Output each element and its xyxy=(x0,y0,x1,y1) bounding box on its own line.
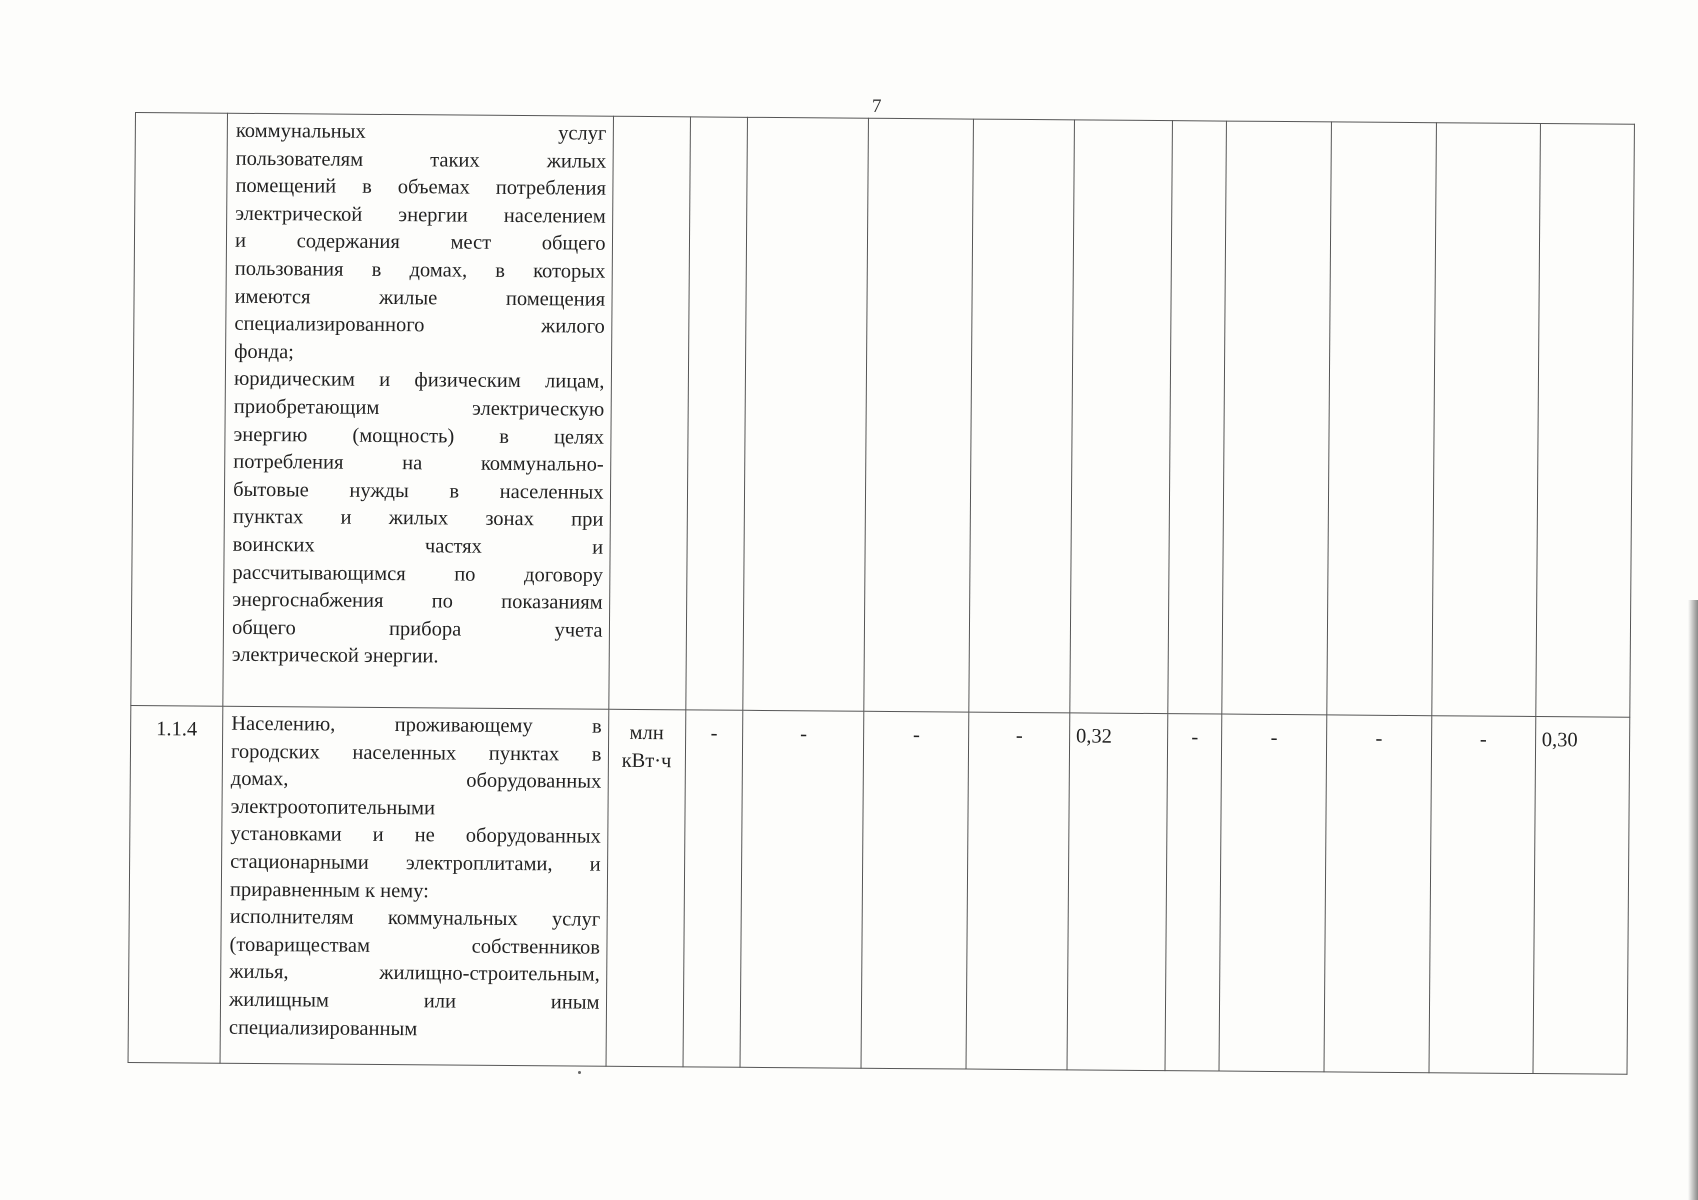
value-cell: - xyxy=(861,711,969,1069)
description-line: электрической энергии. xyxy=(231,644,439,668)
description-line: Населению, проживающему в xyxy=(231,712,602,738)
row-number-cell xyxy=(131,113,228,707)
value-cell: - xyxy=(1219,714,1327,1072)
page-number: 7 xyxy=(872,96,882,117)
description-line: электрической энергии населением xyxy=(235,202,606,228)
scan-speck xyxy=(578,1071,581,1074)
description-line: жилищным или иным xyxy=(229,988,600,1014)
description-line: фонда; xyxy=(234,340,295,364)
value-cell: 0,32 xyxy=(1067,713,1168,1071)
value-cell xyxy=(1168,121,1226,714)
description-line: коммунальных услуг xyxy=(235,119,607,145)
description-line: приобретающим электрическую xyxy=(233,395,605,421)
value-cell xyxy=(1222,121,1332,715)
row-description-cell xyxy=(220,706,608,1066)
description-line: общего прибора учета xyxy=(231,616,603,642)
description-line: стационарными электроплитами, и xyxy=(230,850,601,876)
table-row xyxy=(131,113,1635,718)
value-cell xyxy=(1535,124,1634,718)
unit-cell xyxy=(608,116,690,710)
value-cell xyxy=(685,117,747,710)
value-cell: - xyxy=(966,712,1069,1070)
description-line: пользования в домах, в которых xyxy=(234,257,606,283)
description-line: приравненным к нему: xyxy=(229,878,429,902)
tariff-table xyxy=(128,112,1635,1075)
unit-line: млн xyxy=(629,721,664,745)
row-number-cell: 1.1.4 xyxy=(128,705,223,1063)
description-line: юридическим и физическим лицам, xyxy=(233,368,605,394)
description-line: специализированным xyxy=(228,1016,418,1040)
value-cell: - xyxy=(740,710,864,1068)
description-line: энергию (мощность) в целях xyxy=(233,423,605,449)
description-line: бытовые нужды в населенных xyxy=(233,478,604,504)
value-cell xyxy=(969,119,1074,713)
description-line: специализированного жилого xyxy=(234,312,605,338)
description-line: пунктах и жилых зонах при xyxy=(232,506,604,532)
value-cell xyxy=(1432,123,1540,717)
row-description-cell xyxy=(223,113,613,709)
description-line: исполнителям коммунальных услуг xyxy=(229,905,601,931)
value-cell xyxy=(1070,120,1173,714)
value-cell: 0,30 xyxy=(1533,717,1630,1075)
description-line: (товариществам собственников xyxy=(229,933,601,959)
description-line: энергоснабжения по показаниям xyxy=(232,588,603,614)
description-line: пользователям таких жилых xyxy=(235,147,607,173)
value-cell: - xyxy=(1165,714,1221,1071)
description-line: и содержания мест общего xyxy=(234,230,606,256)
description-line: потребления на коммунально- xyxy=(233,450,604,476)
value-cell: - xyxy=(683,710,744,1067)
description-line: воинских частях и xyxy=(232,533,604,559)
description-line: жилья, жилищно-строительным, xyxy=(229,961,600,987)
description-line: установками и не оборудованных xyxy=(230,823,601,849)
document-sheet xyxy=(128,112,1635,1075)
value-cell xyxy=(743,117,869,711)
description-line: домах, оборудованных xyxy=(230,767,602,793)
value-cell: - xyxy=(1429,716,1536,1074)
value-cell: - xyxy=(1324,715,1432,1073)
value-cell xyxy=(1327,122,1437,716)
scan-edge-shadow xyxy=(1688,600,1698,1200)
unit-line: кВт·ч xyxy=(621,749,672,772)
table-row xyxy=(128,705,1630,1074)
unit-cell xyxy=(606,709,686,1067)
description-line: городских населенных пунктах в xyxy=(230,740,602,766)
description-line: имеются жилые помещения xyxy=(234,285,606,311)
value-cell xyxy=(864,118,974,712)
description-line: электроотопительными xyxy=(230,795,436,820)
description-line: рассчитывающимся по договору xyxy=(232,561,603,587)
description-line: помещений в объемах потребления xyxy=(235,174,607,200)
